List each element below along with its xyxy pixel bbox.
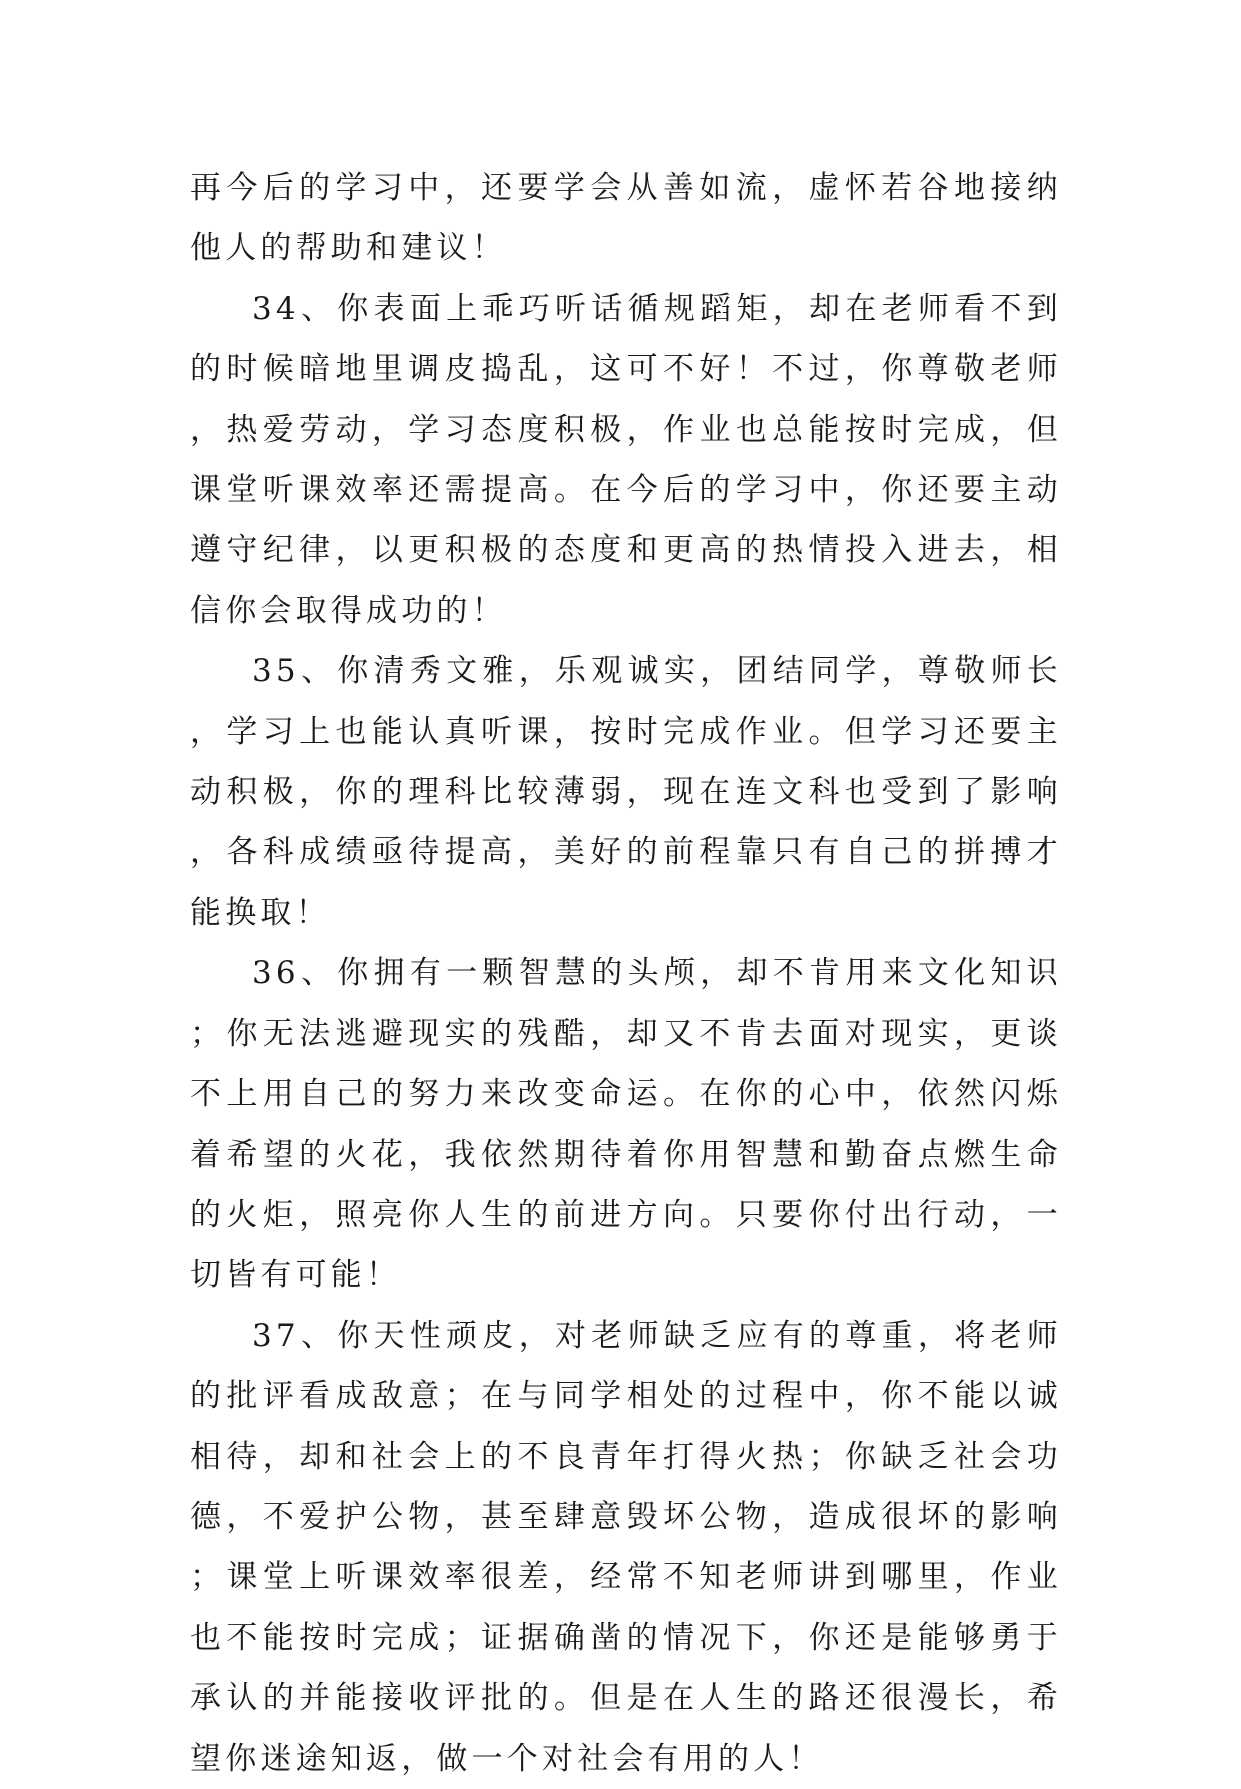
paragraph-comment-34: 34、你表面上乖巧听话循规蹈矩，却在老师看不到的时候暗地里调皮捣乱，这可不好！不过，你尊敬老师，热爱劳动，学习态度积极，作业也总能按时完成，但课堂听课效率还需提高。在今后的学习中，你还要主动遵守纪律，以更积极的态度和更高的热情投入进去，相信你会取得成功的！ <box>190 290 1062 629</box>
paragraph-continuation: 再今后的学习中，还要学会从善如流，虚怀若谷地接纳他人的帮助和建议！ <box>190 170 1062 267</box>
paragraph-comment-36: 36、你拥有一颗智慧的头颅，却不肯用来文化知识；你无法逃避现实的残酷，却又不肯去面对现实，更谈不上用自己的努力来改变命运。在你的心中，依然闪烁着希望的火花，我依然期待着你用智慧和勤奋点燃生命的火炬，照亮你人生的前进方向。只要你付出行动，一切皆有可能！ <box>190 955 1062 1294</box>
paragraph-comment-37: 37、你天性顽皮，对老师缺乏应有的尊重，将老师的批评看成敌意；在与同学相处的过程中，你不能以诚相待，却和社会上的不良青年打得火热；你缺乏社会功德，不爱护公物，甚至肆意毁坏公物，造成很坏的影响；课堂上听课效率很差，经常不知老师讲到哪里，作业也不能按时完成；证据确凿的情况下，你还是能够勇于承认的并能接收评批的。但是在人生的路还很漫长，希望你迷途知返，做一个对社会有用的人！ <box>190 1317 1062 1777</box>
document-body <box>190 158 1062 1789</box>
paragraph-comment-35: 35、你清秀文雅，乐观诚实，团结同学，尊敬师长，学习上也能认真听课，按时完成作业。但学习还要主动积极，你的理科比较薄弱，现在连文科也受到了影响，各科成绩亟待提高，美好的前程靠只有自己的拼搏才能换取！ <box>190 653 1062 931</box>
